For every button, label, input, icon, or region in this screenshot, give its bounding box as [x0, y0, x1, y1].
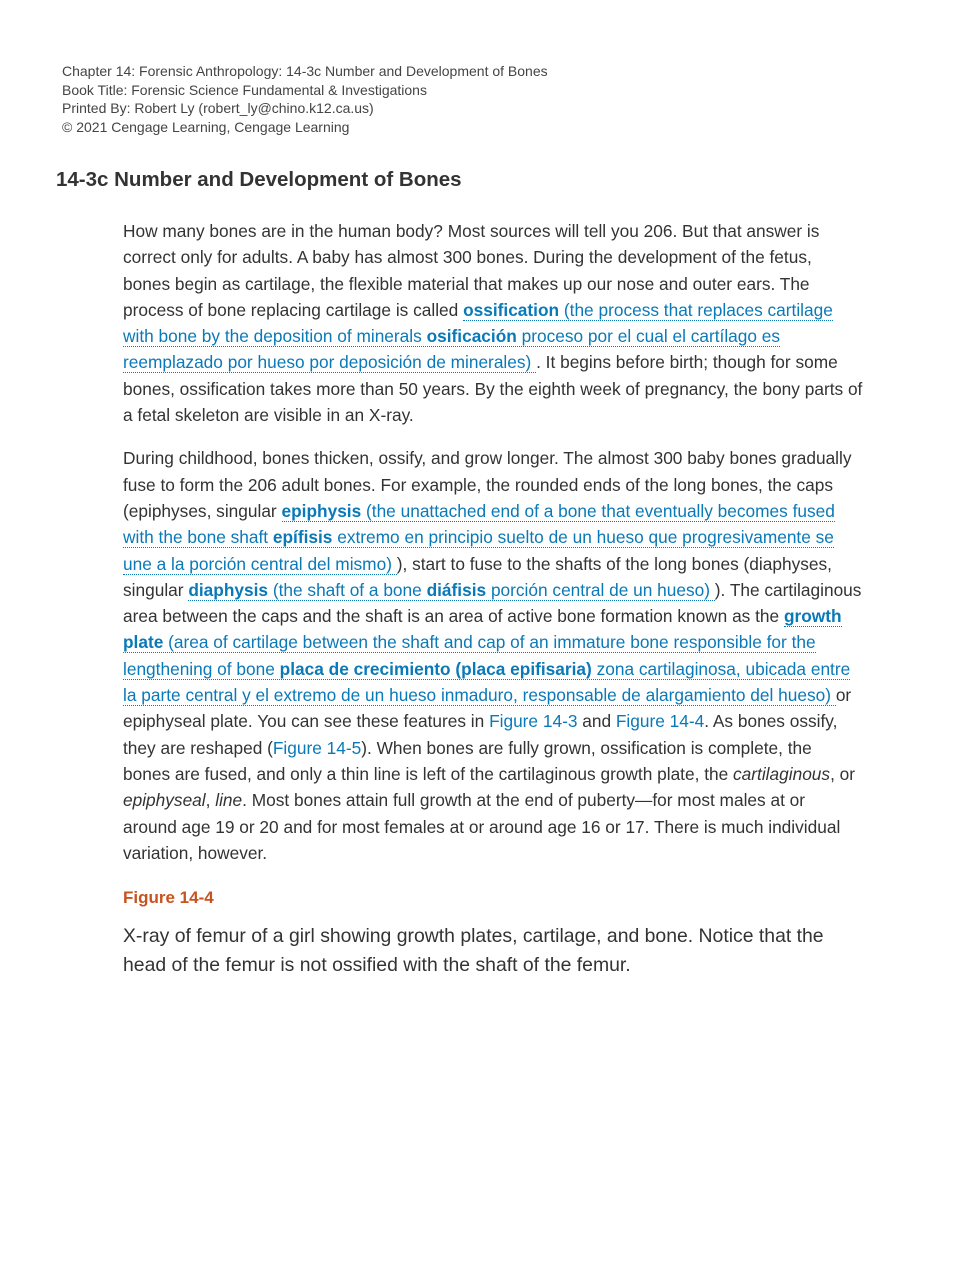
paragraph-1: How many bones are in the human body? Most sources will tell you 206. But that answer is correct only for adults. A baby has almost 300 bones. During the development of the fetus, bones begin as cartilage, the flexible material that makes up our nose and outer ears. The process of bone replacing cartilage is called ossification (the process that replaces cartilage with bone by the deposition of minerals osificación proceso por el cual el cartílago es reemplazado por hueso por deposición de minerales) . It begins before birth; though for some bones, ossification takes more than 50 years. By the eighth week of pregnancy, the bony parts of a fetal skeleton are visible in an X-ray. — [123, 221, 863, 426]
printed-by-line: Printed By: Robert Ly (robert_ly@chino.k12.ca.us) — [62, 100, 374, 116]
glossary-link-ossification[interactable]: ossification (the process that replaces cartilage with bone by the deposition of minerals osificación proceso por el cual el cartílago es reemplazado por hueso por deposición de minerales) — [123, 299, 833, 373]
section-content — [123, 218, 863, 980]
figure-caption: X-ray of femur of a girl showing growth plates, cartilage, and bone. Notice that the head of the femur is not ossified with the shaft of the femur. — [123, 925, 824, 977]
glossary-link-epiphysis[interactable]: epiphysis (the unattached end of a bone that eventually becomes fused with the bone shaft epífisis extremo en principio suelto de un hueso que progresivamente se une a la porción central del mismo) — [123, 500, 835, 574]
figure-title: Figure 14-4 — [123, 888, 214, 908]
glossary-link-growth-plate[interactable]: growth plate (area of cartilage between the shaft and cap of an immature bone responsible for the lengthening of bone placa de crecimiento (placa epifisaria) zona cartilaginosa, ubicada entre la parte central y el extremo de un hueso inmaduro, responsable de alargamiento del hueso) — [123, 606, 851, 706]
glossary-link-diaphysis[interactable]: diaphysis (the shaft of a bone diáfisis porción central de un hueso) — [188, 579, 715, 600]
section-heading: 14-3c Number and Development of Bones — [56, 168, 462, 191]
print-header — [62, 62, 548, 136]
figure-link-14-3[interactable]: Figure 14-3 — [489, 711, 578, 732]
copyright-line: © 2021 Cengage Learning, Cengage Learning — [62, 118, 350, 135]
paragraph-2: During childhood, bones thicken, ossify, and grow longer. The almost 300 baby bones gradually fuse to form the 206 adult bones. For example, the rounded ends of the long bones, the caps (epiphyses, singular epiphysis (the unattached end of a bone that eventually becomes fused with the bone shaft epífisis extremo en principio suelto de un hueso que progresivamente se une a la porción central del mismo) ), start to fuse to the shafts of the long bones (diaphyses, singular diaphysis (the shaft of a bone diáfisis porción central de un hueso) ). The cartilaginous area between the caps and the shaft is an area of active bone formation known as the growth plate (area of cartilage between the shaft and cap of an immature bone responsible for the lengthening of bone placa de crecimiento (placa epifisaria) zona cartilaginosa, ubicada entre la parte central y el extremo de un hueso inmaduro, responsable de alargamiento del hueso) or epiphyseal plate. You can see these features in Figure 14-3 and Figure 14-4. As bones ossify, they are reshaped (Figure 14-5). When bones are fully grown, ossification is complete, the bones are fused, and only a thin line is left of the cartilaginous growth plate, the cartilaginous, or epiphyseal, line. Most bones attain full growth at the end of puberty—for most males at or around age 19 or 20 and for most females at or around age 16 or 17. There is much individual variation, however. — [123, 448, 862, 863]
figure-link-14-5[interactable]: Figure 14-5 — [272, 737, 362, 758]
book-title-line: Book Title: Forensic Science Fundamental & Investigations — [62, 81, 427, 98]
chapter-line: Chapter 14: Forensic Anthropology: 14-3c Number and Development of Bones — [62, 63, 548, 79]
figure-link-14-4[interactable]: Figure 14-4 — [615, 711, 705, 732]
